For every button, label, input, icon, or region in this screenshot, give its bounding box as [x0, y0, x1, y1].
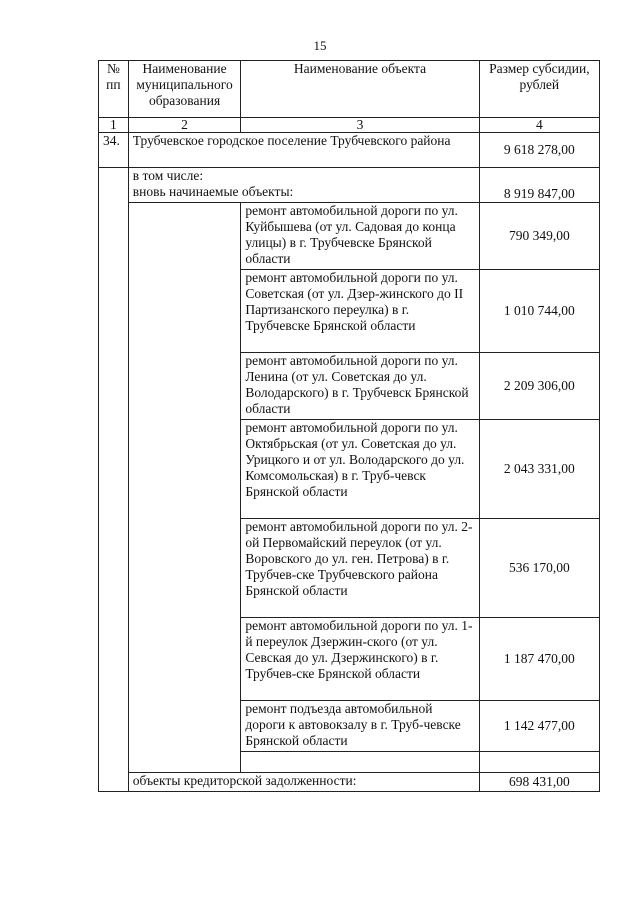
row-number: 34. — [99, 133, 129, 168]
blank-cell — [241, 752, 479, 773]
amount-cell: 2 043 331,00 — [479, 420, 599, 519]
table-row — [99, 168, 600, 203]
header-no: № пп — [99, 61, 129, 118]
amount-cell: 698 431,00 — [479, 773, 599, 792]
column-number: 4 — [479, 118, 599, 133]
column-number-row — [99, 118, 600, 133]
object-name: ремонт автомобильной дороги по ул. Ленина (от ул. Советская до ул. Володарского) в г. Трубчевск Брянской области — [241, 353, 479, 420]
table-header-row — [99, 61, 600, 118]
amount-cell: 9 618 278,00 — [479, 133, 599, 168]
object-name: ремонт автомобильной дороги по ул. 1-й переулок Дзержин-ского (от ул. Севская до ул. Дзержинского) в г. Трубчев-ске Брянской области — [241, 618, 479, 701]
column-number: 3 — [241, 118, 479, 133]
object-name: ремонт автомобильной дороги по ул. Куйбышева (от ул. Садовая до конца улицы) в г. Трубчевске Брянской области — [241, 203, 479, 270]
object-name: ремонт автомобильной дороги по ул. 2-ой Первомайский переулок (от ул. Воровского до ул. ген. Петрова) в г. Трубчев-ске Трубчевского района Брянской области — [241, 519, 479, 618]
municipality-name: Трубчевское городское поселение Трубчевского района — [128, 133, 479, 168]
table-row — [99, 133, 600, 168]
new-objects-label: вновь начинаемые объекты: — [132, 184, 294, 199]
amount-cell: 536 170,00 — [479, 519, 599, 618]
header-municipality: Наименование муниципального образования — [128, 61, 241, 118]
table-row — [99, 203, 600, 270]
header-object: Наименование объекта — [241, 61, 479, 118]
creditor-objects-label: объекты кредиторской задолженности: — [128, 773, 479, 792]
blank-cell — [99, 168, 129, 792]
column-number: 2 — [128, 118, 241, 133]
subsidy-table — [98, 60, 600, 792]
table-row — [99, 773, 600, 792]
including-cell — [128, 168, 479, 203]
object-name: ремонт автомобильной дороги по ул. Советская (от ул. Дзер-жинского до II Партизанского переулка) в г. Трубчевске Брянской области — [241, 270, 479, 353]
amount-cell: 2 209 306,00 — [479, 353, 599, 420]
page-number: 15 — [313, 38, 327, 53]
blank-cell — [479, 752, 599, 773]
amount-cell: 790 349,00 — [479, 203, 599, 270]
amount-cell: 8 919 847,00 — [479, 168, 599, 203]
header-amount: Размер субсидии, рублей — [479, 61, 599, 118]
amount-cell: 1 010 744,00 — [479, 270, 599, 353]
amount-cell: 1 187 470,00 — [479, 618, 599, 701]
object-name: ремонт подъезда автомобильной дороги к автовокзалу в г. Труб-чевске Брянской области — [241, 701, 479, 752]
amount-cell: 1 142 477,00 — [479, 701, 599, 752]
including-label: в том числе: — [132, 168, 204, 183]
object-name: ремонт автомобильной дороги по ул. Октябрьская (от ул. Советская до ул. Урицкого и от ул. Володарского до ул. Комсомольская) в г. Труб-чевск Брянской области — [241, 420, 479, 519]
column-number: 1 — [99, 118, 129, 133]
blank-cell — [128, 203, 241, 773]
